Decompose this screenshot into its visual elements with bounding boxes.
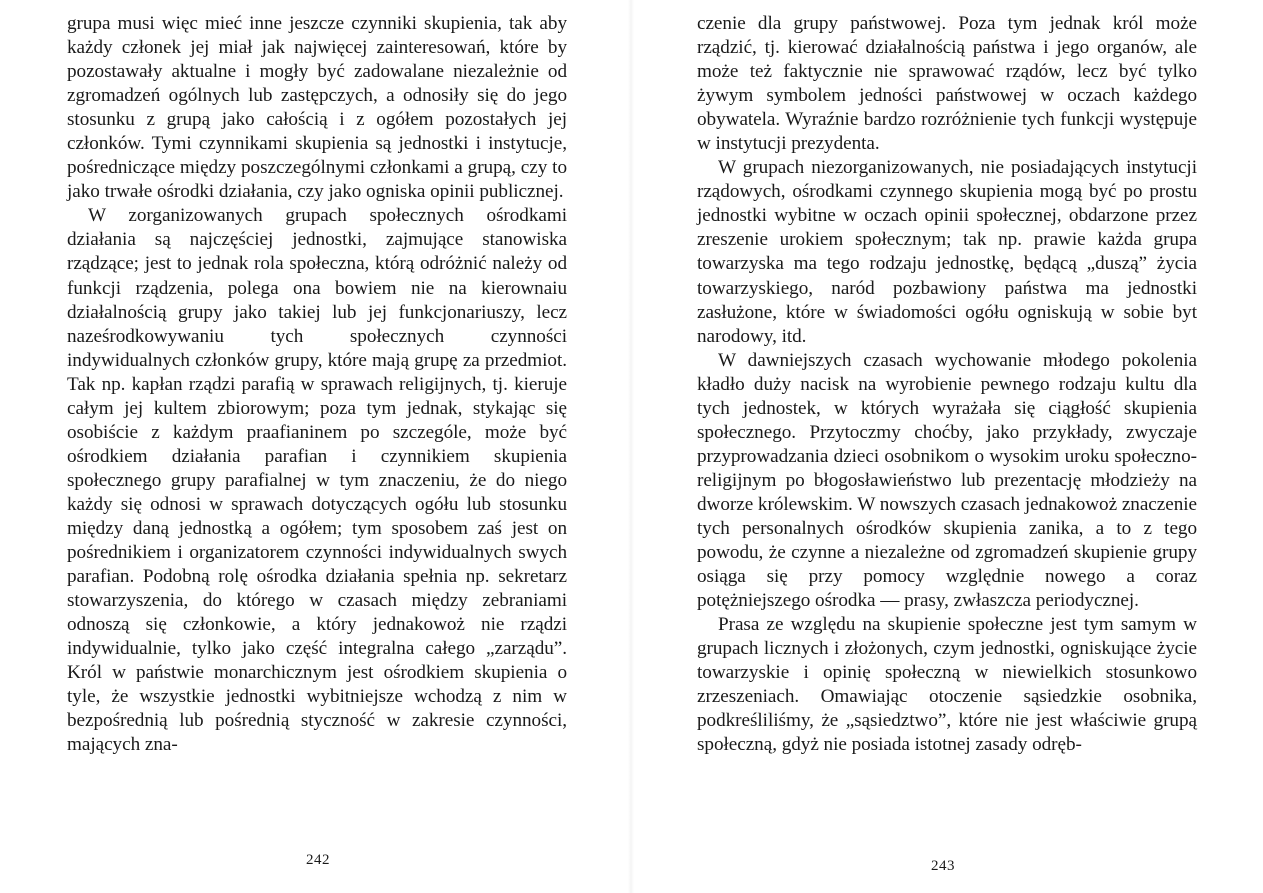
right-page-text bbox=[697, 12, 1197, 757]
right-paragraph-4: Prasa ze względu na skupienie społeczne jest tym samym w grupach licznych i złożonych, czym jednostki, ogniskujące życie towarzyskie i opinię społeczną w niewielkich stosunkowo zrzeszeniach. Omawiając otoczenie sąsiedzkie osobnika, podkreśliliśmy, że „sąsiedztwo”, które nie jest właściwie grupą społeczną, gdyż nie posiada istotnej zasady odręb- bbox=[697, 614, 1197, 756]
left-paragraph-2: W zorganizowanych grupach społecznych ośrodkami działania są najczęściej jednostki, zajmujące stanowiska rządzące; jest to jednak rola społeczna, którą odróżnić należy od funkcji rządzenia, polega ona bowiem nie na kierownaiu działalnością grupy jako takiej lub jej funkcjonariuszy, lecz naześrodkowywaniu tych społecznych czynności indywidualnych członków grupy, które mają grupę za przedmiot. Tak np. kapłan rządzi parafią w sprawach religijnych, tj. kieruje całym jej kultem zbiorowym; poza tym jednak, stykając się osobiście z każdym praafianinem po szczególe, może być ośrodkiem działania parafian i czynnikiem skupienia społecznego grupy parafialnej w tym znaczeniu, że do niego każdy się odnosi w sprawach dotyczących ogółu lub stosunku między daną jednostką a ogółem; tym sposobem zaś jest on pośrednikiem i organizatorem czynności indywidualnych swych parafian. Podobną rolę ośrodka działania spełnia np. sekretarz stowarzyszenia, do którego w czasach między zebraniami odnoszą się członkowie, a który jednakowoż nie rządzi indywidualnie, tylko jako część integralna całego „zarządu”. Król w państwie monarchicznym jest ośrodkiem skupienia o tyle, że wszystkie jednostki wybitniejsze wchodzą z nim w bezpośrednią lub pośrednią styczność w zakresie czynności, mających zna- bbox=[67, 205, 567, 756]
left-page-number: 242 bbox=[306, 852, 330, 868]
right-paragraph-2: W grupach niezorganizowanych, nie posiadających instytucji rządowych, ośrodkami czynnego skupienia mogą być po prostu jednostki wybitne w oczach opinii społecznej, obdarzone przez zreszenie urokiem społecznym; tak np. prawie każda grupa towarzyska ma tego rodzaju jednostkę, będącą „duszą” życia towarzyskiego, naród pozbawiony państwa ma jednostki zasłużone, które w świadomości ogółu ogniskują w sobie byt narodowy, itd. bbox=[697, 157, 1197, 347]
right-paragraph-3: W dawniejszych czasach wychowanie młodego pokolenia kładło duży nacisk na wyrobienie pewnego rodzaju kultu dla tych jednostek, w których wyrażała się ciągłość skupienia społecznego. Przytoczmy choćby, jako przykłady, zwyczaje przyprowadzania dzieci osobnikom o wysokim uroku społeczno-religijnym po błogosławieństwo lub prezentację młodzieży na dworze królewskim. W nowszych czasach jednakowoż znaczenie tych personalnych ośrodków skupienia zanika, a to z tego powodu, że czynne a niezależne od zgromadzeń skupienie grupy osiąga się przy pomocy względnie nowego a coraz potężniejszego ośrodka — prasy, zwłaszcza periodycznej. bbox=[697, 349, 1197, 612]
right-page bbox=[632, 0, 1263, 893]
right-paragraph-1: czenie dla grupy państwowej. Poza tym jednak król może rządzić, tj. kierować działalnością państwa i jego organów, ale może też faktycznie nie sprawować rządów, lecz być tylko żywym symbolem jedności państwowej w oczach każdego obywatela. Wyraźnie bardzo rozróżnienie tych funkcji występuje w instytucji prezydenta. bbox=[697, 13, 1197, 155]
left-paragraph-1: grupa musi więc mieć inne jeszcze czynniki skupienia, tak aby każdy członek jej miał jak najwięcej zainteresowań, które by pozostawały aktualne i mogły być zadowalane niezależnie od zgromadzeń ogólnych lub zastępczych, a odnosiły się do jego stosunku z grupą jako całością i z ogółem pozostałych jej członków. Tymi czynnikami skupienia są jednostki i instytucje, pośredniczące między poszczególnymi członkami a grupą, czy to jako trwałe ośrodki działania, czy jako ogniska opinii publicznej. bbox=[67, 13, 567, 203]
right-page-number: 243 bbox=[931, 858, 955, 874]
left-page-text bbox=[67, 12, 567, 757]
